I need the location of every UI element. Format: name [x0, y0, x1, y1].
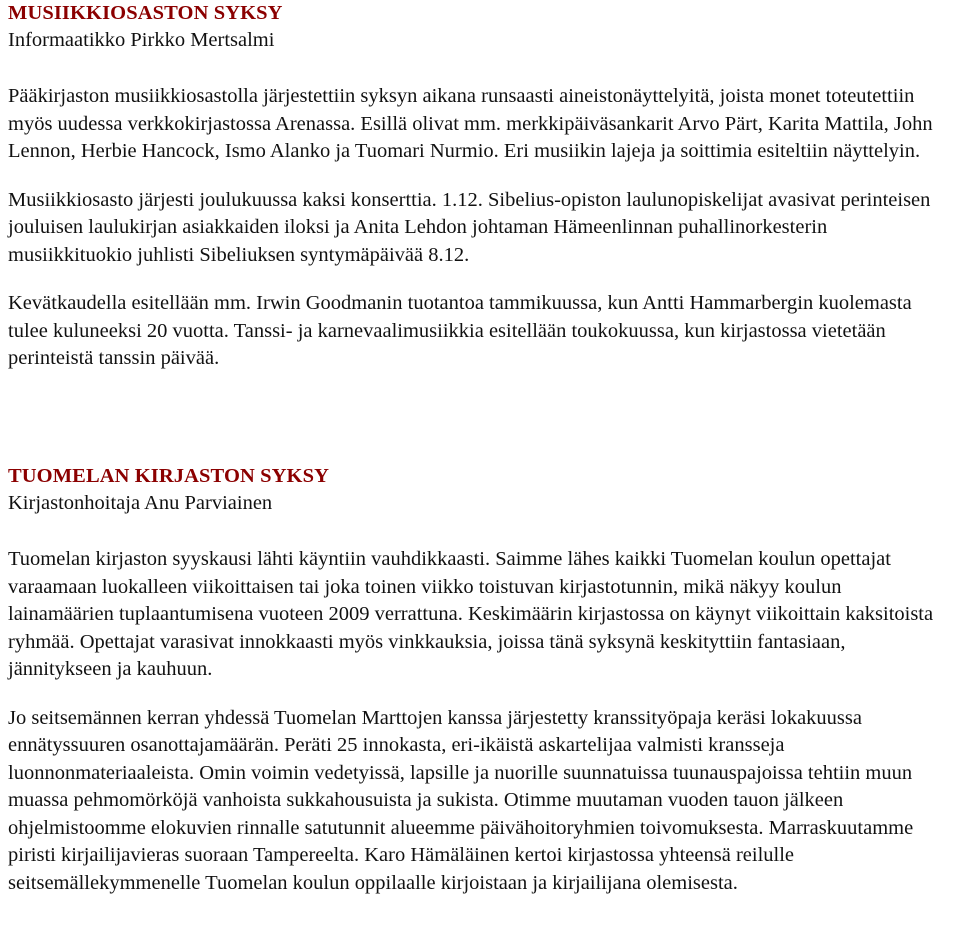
section-author: Kirjastonhoitaja Anu Parviainen	[8, 492, 273, 514]
section-music-department	[8, 0, 950, 373]
paragraph: Tuomelan kirjaston syyskausi lähti käyntiin vauhdikkaasti. Saimme lähes kaikki Tuomelan koulun opettajat varaamaan luokalleen viikoittaisen tai joka toinen viikko toistuvan kirjastotunnin, mikä näkyy koulun lainamäärien tuplaantumisena vuoteen 2009 verrattuna. Keskimäärin kirjastossa on käynyt viikoittain kaksitoista ryhmää. Opettajat varasivat innokkaasti myös vinkkauksia, joissa tänä syksynä keskityttiin fantasiaan, jännitykseen ja kauhuun.	[8, 548, 934, 680]
section-title: MUSIIKKIOSASTON SYKSY	[8, 2, 283, 24]
paragraph: Musiikkiosasto järjesti joulukuussa kaksi konserttia. 1.12. Sibelius-opiston laulunopiskelijat avasivat perinteisen jouluisen laulukirjan asiakkaiden iloksi ja Anita Lehdon johtaman Hämeenlinnan puhallinorkesterin musiikkituokio juhlisti Sibeliuksen syntymäpäivää 8.12.	[8, 188, 931, 266]
section-author: Informaatikko Pirkko Mertsalmi	[8, 29, 275, 51]
paragraph: Jo seitsemännen kerran yhdessä Tuomelan Marttojen kanssa järjestetty kranssityöpaja keräsi lokakuussa ennätyssuuren osanottajamäärän. Peräti 25 innokasta, eri-ikäistä askartelijaa valmisti kransseja luonnonmateriaaleista. Omin voimin vedetyissä, lapsille ja nuorille suunnatuissa tuunauspajoissa tehtiin muun muassa pehmomörköjä vanhoista sukkahousuista ja sukista. Otimme muutaman vuoden tauon jälkeen ohjelmistoomme elokuvien rinnalle satutunnit alueemme päivähoitoryhmien toivomuksesta. Marraskuutamme piristi kirjailijavieras suoraan Tampereelta. Karo Hämäläinen kertoi kirjastossa yhteensä reilulle seitsemällekymmenelle Tuomelan koulun oppilaalle kirjoistaan ja kirjailijana olemisesta.	[8, 706, 914, 894]
section-tuomela-library	[8, 463, 950, 897]
section-title: TUOMELAN KIRJASTON SYKSY	[8, 465, 329, 487]
paragraph: Kevätkaudella esitellään mm. Irwin Goodmanin tuotantoa tammikuussa, kun Antti Hammarbergin kuolemasta tulee kuluneeksi 20 vuotta. Tanssi- ja karnevaalimusiikkia esitellään toukokuussa, kun kirjastossa vietetään perinteistä tanssin päivää.	[8, 292, 912, 369]
paragraph: Pääkirjaston musiikkiosastolla järjestettiin syksyn aikana runsaasti aineistonäyttelyitä, joista monet toteutettiin myös uudessa verkkokirjastossa Arenassa. Esillä olivat mm. merkkipäiväsankarit Arvo Pärt, Karita Mattila, John Lennon, Herbie Hancock, Ismo Alanko ja Tuomari Nurmio. Eri musiikin lajeja ja soittimia esiteltiin näyttelyin.	[8, 85, 933, 162]
